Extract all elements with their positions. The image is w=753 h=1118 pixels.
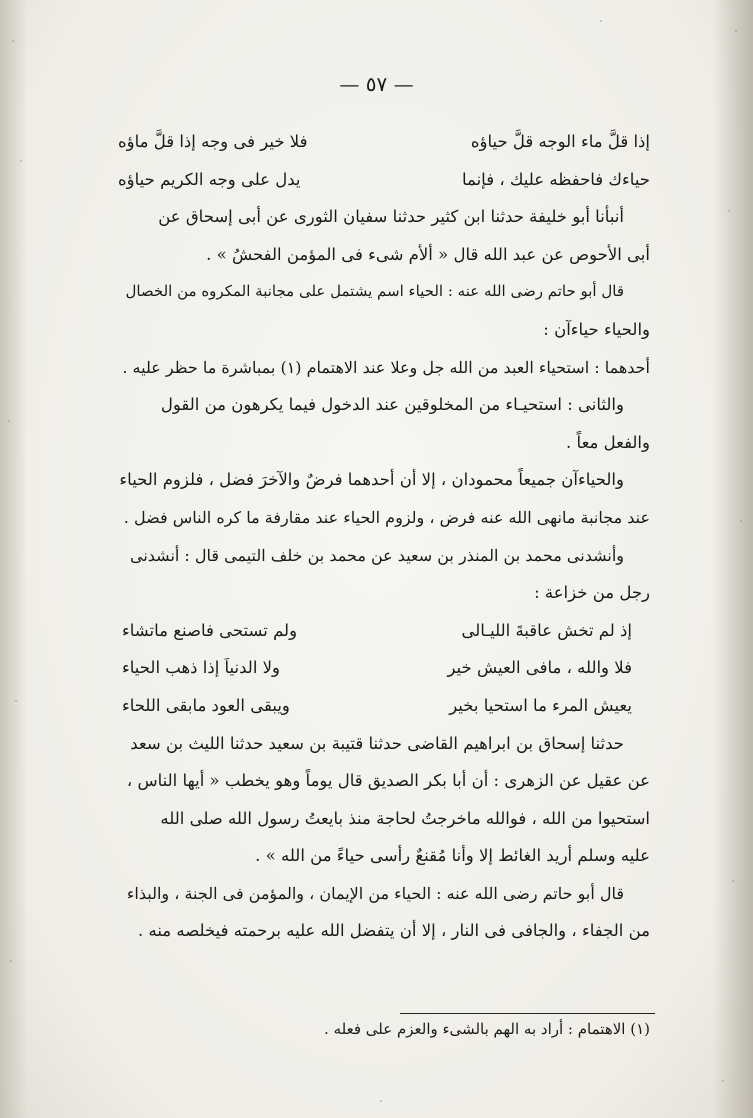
text-line: قال أبو حاتم رضى الله عنه : الحياء اسم يشتمل على مجانبة المكروه من الخصال [125, 282, 624, 301]
verse-line [118, 123, 650, 161]
scan-speck [8, 420, 10, 422]
text-line: من الجفاء ، والجافى فى النار ، إلا أن يتفضل الله عليه برحمته فيخلصه منه . [137, 921, 650, 941]
scan-speck [735, 30, 737, 32]
text-line: استحيوا من الله ، فوالله ماخرجتُ لحاجة منذ بايعتُ رسول الله صلى الله [160, 808, 650, 828]
verse-line [118, 649, 650, 687]
verse-first-hemistich: يعيش المرء ما استحيا بخير [449, 695, 632, 715]
verse-first-hemistich: إذا قلَّ ماء الوجه قلَّ حياؤه [470, 132, 650, 151]
verse-line [118, 161, 650, 199]
text-line: عليه وسلم أريد الغائط إلا وأنا مُقنعٌ رأسى حياءً من الله » . [255, 846, 650, 866]
footnote: (١) الاهتمام : أراد به الهم بالشىء والعزم على فعله . [324, 1020, 650, 1038]
text-line: والحياء حياءآن : [543, 319, 650, 339]
text-line: والحياءآن جميعاً محمودان ، إلا أن أحدهما فرضٌ والآخرَ فضل ، فلزوم الحياء [119, 470, 624, 490]
verse-line [118, 687, 650, 725]
body-text [118, 123, 650, 950]
footnote-divider [400, 1013, 655, 1014]
text-line: أنبأنا أبو خليفة حدثنا ابن كثير حدثنا سفيان الثورى عن أبى إسحاق عن [158, 207, 624, 227]
text-line: والفعل معاً . [566, 432, 650, 452]
verse-first-hemistich: إذ لم تخش عاقبةَ الليـالى [461, 620, 632, 640]
text-line: عن عقيل عن الزهرى : أن أبا بكر الصديق قال يوماً وهو يخطب « أيها الناس ، [126, 771, 650, 791]
scan-speck [740, 520, 742, 522]
page-edge-shadow-right [713, 0, 753, 1118]
verse-second-hemistich: ولا الدنياَ إذا ذهب الحياء [122, 658, 281, 678]
scan-speck [15, 700, 17, 702]
text-line: أبى الأحوص عن عبد الله قال « ألأم شىء فى المؤمن الفحشُ » . [206, 244, 650, 264]
scan-speck [12, 40, 14, 42]
scan-speck [600, 20, 602, 22]
verse-second-hemistich: يدل على وجه الكريم حياؤه [118, 169, 301, 189]
verse-first-hemistich: فلا والله ، مافى العيش خير [447, 658, 632, 678]
text-line: والثانى : استحيـاء من المخلوقين عند الدخول فيما يكرهون من القول [160, 395, 624, 415]
text-line: وأنشدنى محمد بن المنذر بن سعيد عن محمد بن خلف التيمى قال : أنشدنى [129, 545, 624, 565]
verse-second-hemistich: ولم تستحى فاصنع ماتشاء [122, 620, 298, 640]
verse-line [118, 612, 650, 650]
scan-speck [10, 960, 12, 962]
text-line: أحدهما : استحياء العبد من الله جل وعلا عند الاهتمام (١) بمباشرة ما حظر عليه . [122, 357, 650, 377]
verse-second-hemistich: ويبقى العود مابقى اللحاء [122, 695, 290, 715]
scan-speck [722, 1080, 724, 1082]
scan-speck [732, 880, 734, 882]
verse-second-hemistich: فلا خير فى وجه إذا قلَّ ماؤه [118, 132, 308, 151]
page-edge-shadow-left [0, 0, 28, 1118]
scan-speck [728, 210, 730, 212]
scan-speck [380, 1100, 382, 1102]
text-line: عند مجانبة مانهى الله عنه فرض ، ولزوم الحياء عند مقارفة ما كره الناس فضل . [123, 507, 650, 527]
text-line: قال أبو حاتم رضى الله عنه : الحياء من الإيمان ، والمؤمن فى الجنة ، والبذاء [126, 883, 624, 903]
verse-first-hemistich: حياءك فاحفظه عليك ، فإنما [462, 169, 650, 189]
scan-speck [20, 160, 22, 162]
page-number: — ٥٧ — [339, 72, 414, 96]
text-line: رجل من خزاعة : [534, 583, 650, 603]
text-line: حدثنا إسحاق بن ابراهيم القاضى حدثنا قتيبة بن سعيد حدثنا الليث بن سعد [130, 733, 624, 753]
